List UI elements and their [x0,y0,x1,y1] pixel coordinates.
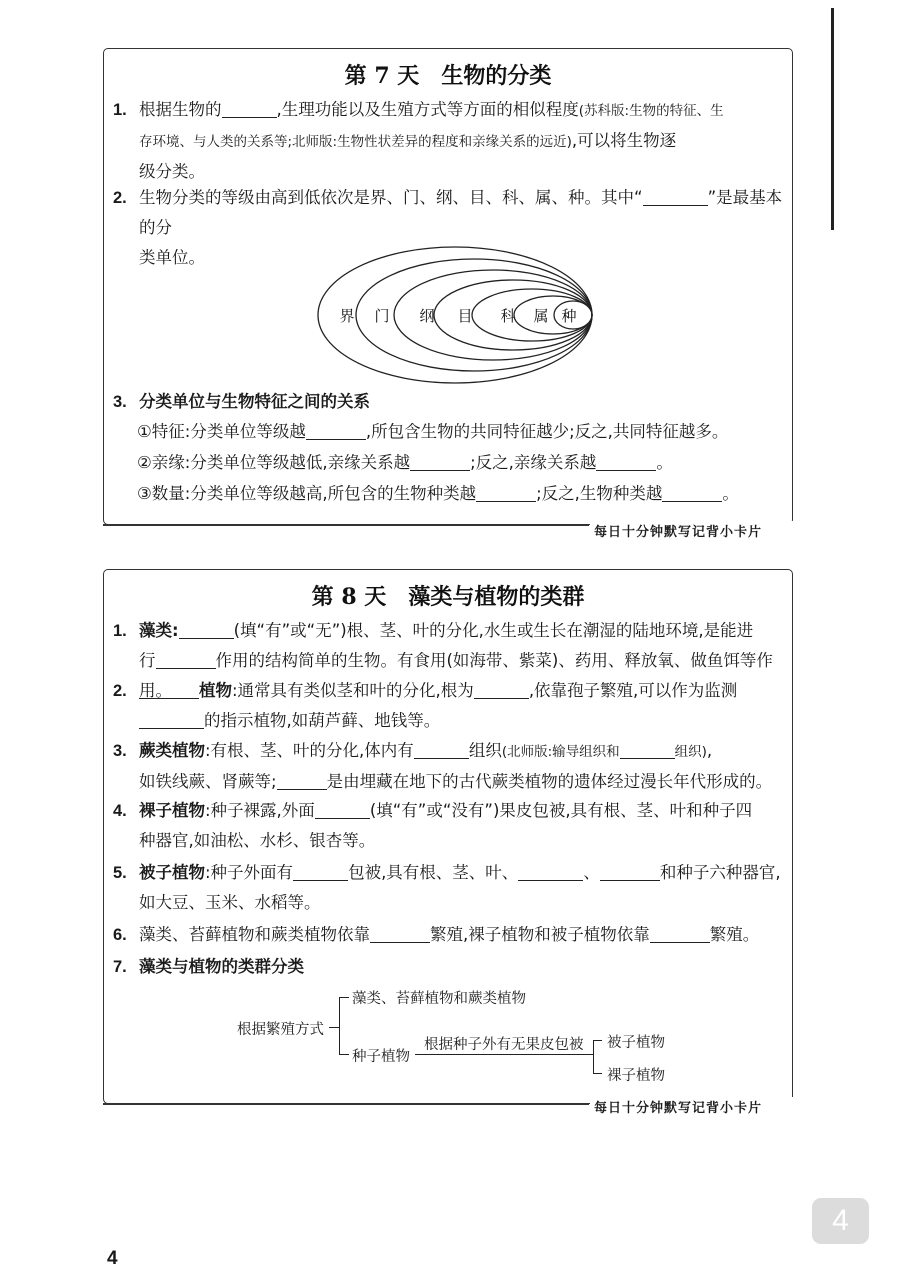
margin-rule [831,8,834,230]
day7-item-3: 3. 分类单位与生物特征之间的关系 [113,392,370,411]
rank-label: 属 [533,307,549,325]
day7-sub-1: ①特征:分类单位等级越 ,所包含生物的共同特征越少;反之,共同特征越多。 [137,422,729,441]
day7-item-2: 2. 生物分类的等级由高到低依次是界、门、纲、目、科、属、种。其中“ ”是最基本的分 类单位。 [113,188,783,267]
tree-line [339,1054,349,1055]
day8-title: 第 8 天 藻类与植物的类群 [311,584,585,610]
tree-leaf-angiosperm: 被子植物 [607,1035,665,1051]
day7-sub-2: ②亲缘:分类单位等级越低,亲缘关系越 ;反之,亲缘关系越 。 [137,453,673,472]
day8-item-2: 2. 植物:通常具有类似茎和叶的分化,根为 ,依靠孢子繁殖,可以作为监测 的指示植物,如葫芦藓、地钱等。 [113,681,738,730]
rank-label: 界 [339,307,355,325]
fill-blank[interactable] [643,188,708,206]
page-badge[interactable]: 4 [812,1198,869,1244]
tree-line [593,1040,594,1074]
day7-sub-3: ③数量:分类单位等级越高,所包含的生物种类越 ;反之,生物种类越 。 [137,484,739,503]
tree-root: 根据繁殖方式 [237,1022,324,1038]
tree-line [415,1054,593,1055]
tree-leaf-gymnosperm: 裸子植物 [607,1068,665,1084]
fill-blank[interactable] [179,621,234,639]
ellipse-phylum [356,259,592,371]
day7-card [103,48,793,525]
fill-blank[interactable] [156,651,216,669]
fill-blank[interactable] [222,100,277,118]
day8-item-7: 7. 藻类与植物的类群分类 [113,957,304,976]
fill-blank[interactable] [293,863,348,881]
tree-line [339,997,349,998]
rank-ellipses-diagram [317,245,593,385]
tree-line [593,1040,602,1041]
fill-blank[interactable] [600,863,660,881]
rank-label: 种 [561,307,577,325]
tree-line [339,997,340,1055]
fill-blank[interactable] [410,453,470,471]
day8-footer-tag: 每日十分钟默写记背小卡片 [590,1097,892,1116]
day8-item-4: 4. 裸子植物:种子裸露,外面 (填“有”或“没有”)果皮包被,具有根、茎、叶和种子四 种器官,如油松、水杉、银杏等。 [113,801,753,850]
fill-blank[interactable] [306,422,366,440]
day7-title: 第 7 天 生物的分类 [344,63,552,89]
day8-item-6: 6. 藻类、苔藓植物和蕨类植物依靠 繁殖,裸子植物和被子植物依靠 繁殖。 [113,925,760,944]
day8-item-3: 3. 蕨类植物:有根、茎、叶的分化,体内有 组织(北师版:输导组织和 组织), 如铁线蕨、肾蕨等; 是由埋藏在地下的古代蕨类植物的遗体经过漫长年代形成的。 [113,741,773,791]
fill-blank[interactable] [139,711,204,729]
fill-blank[interactable] [650,925,710,943]
fill-blank[interactable] [662,484,722,502]
fill-blank[interactable] [474,681,529,699]
fill-blank[interactable] [370,925,430,943]
fill-blank[interactable] [139,681,199,699]
day7-footer-tag: 每日十分钟默写记背小卡片 [590,521,892,540]
rank-label: 纲 [419,307,435,325]
rank-label: 目 [457,307,473,325]
tree-line [329,1027,339,1028]
page-number: 4 [107,1248,118,1269]
tree-branch-spore: 藻类、苔藓植物和蕨类植物 [352,991,526,1007]
fill-blank[interactable] [596,453,656,471]
rank-label: 门 [374,307,390,325]
fill-blank[interactable] [277,772,327,790]
fill-blank[interactable] [620,741,675,759]
ellipse-kingdom [318,247,592,383]
day7-item-1: 1. 根据生物的 ,生理功能以及生殖方式等方面的相似程度(苏科版:生物的特征、生 存环境、与人类的关系等;北师版:生物性状差异的程度和亲缘关系的远近),可以将生物逐 级分类。 [113,100,724,181]
day8-item-5: 5. 被子植物:种子外面有 包被,具有根、茎、叶、 、 和种子六种器官, 如大豆、玉米、水稻等。 [113,863,781,912]
fill-blank[interactable] [476,484,536,502]
fill-blank[interactable] [414,741,469,759]
tree-branch-seed: 种子植物 [352,1049,410,1065]
tree-line [593,1073,602,1074]
footer-rule [103,1103,589,1105]
footer-rule [103,524,589,526]
day8-card [103,569,793,1104]
fill-blank[interactable] [315,801,370,819]
day8-item-1: 1. 藻类: (填“有”或“无”)根、茎、叶的分化,水生或生长在潮湿的陆地环境,是能进 行 作用的结构简单的生物。有食用(如海带、紫菜)、药用、释放氧、做鱼饵等作用。 [113,621,773,700]
tree-criterion: 根据种子外有无果皮包被 [424,1037,584,1053]
rank-label: 科 [500,307,516,325]
fill-blank[interactable] [518,863,583,881]
